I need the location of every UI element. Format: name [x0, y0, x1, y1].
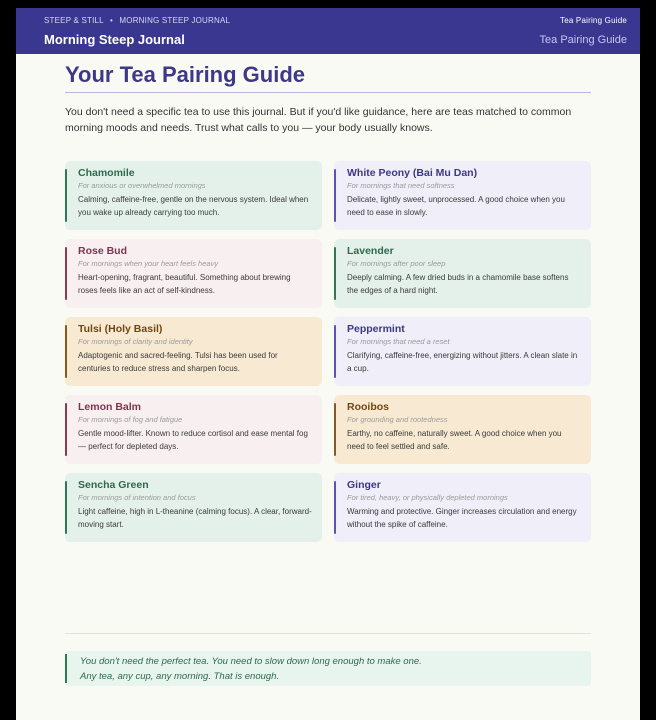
- tea-card: [65, 317, 322, 386]
- tea-card-grid: [65, 161, 591, 542]
- tea-description: Delicate, lightly sweet, unprocessed. A good choice when you need to ease in slowly.: [347, 195, 565, 217]
- tea-name: Chamomile: [78, 167, 135, 179]
- tea-card: [334, 317, 591, 386]
- tea-purpose: For mornings of intention and focus: [78, 493, 196, 502]
- tea-purpose: For tired, heavy, or physically depleted mornings: [347, 493, 508, 502]
- tea-description: Gentle mood-lifter. Known to reduce cortisol and ease mental fog — perfect for depleted days.: [78, 429, 308, 451]
- tea-name: Lemon Balm: [78, 401, 142, 413]
- journal-title: Morning Steep Journal: [44, 32, 185, 47]
- tea-purpose: For anxious or overwhelmed mornings: [78, 181, 206, 190]
- tea-name: Tulsi (Holy Basil): [78, 323, 163, 335]
- tea-name: Sencha Green: [78, 479, 149, 491]
- closing-quote: [65, 651, 591, 686]
- tea-description: Calming, caffeine-free, gentle on the nervous system. Ideal when you wake up already carrying too much.: [78, 195, 309, 217]
- tea-card: [65, 395, 322, 464]
- tea-purpose: For mornings that need softness: [347, 181, 455, 190]
- page-header: [16, 8, 640, 54]
- page-label: Tea Pairing Guide: [539, 33, 627, 46]
- tea-description: Warming and protective. Ginger increases circulation and energy without the spike of caffeine.: [347, 507, 577, 529]
- brand-name: STEEP & STILL: [44, 16, 104, 25]
- tea-card: [65, 239, 322, 308]
- tea-description: Deeply calming. A few dried buds in a chamomile base softens the edges of a hard night.: [347, 273, 569, 295]
- header-top-right-label: Tea Pairing Guide: [560, 16, 627, 25]
- tea-name: White Peony (Bai Mu Dan): [347, 167, 478, 179]
- tea-name: Rose Bud: [78, 245, 128, 257]
- tea-name: Ginger: [347, 479, 381, 491]
- tea-purpose: For mornings after poor sleep: [347, 259, 446, 268]
- tea-name: Lavender: [347, 245, 394, 257]
- section-divider: [65, 633, 591, 634]
- journal-page: [16, 8, 640, 720]
- closing-quote-line-1: You don't need the perfect tea. You need to slow down long enough to make one.: [80, 656, 422, 667]
- tea-name: Peppermint: [347, 323, 405, 335]
- tea-purpose: For grounding and rootedness: [347, 415, 448, 424]
- tea-name: Rooibos: [347, 401, 389, 413]
- closing-quote-line-2: Any tea, any cup, any morning. That is enough.: [80, 671, 280, 682]
- header-bottom-row: [44, 32, 627, 47]
- tea-description: Clarifying, caffeine-free, energizing without jitters. A clean slate in a cup.: [347, 351, 578, 373]
- tea-description: Adaptogenic and sacred-feeling. Tulsi has been used for centuries to reduce stress and sharpen focus.: [78, 351, 278, 373]
- intro-paragraph: You don't need a specific tea to use this journal. But if you'd like guidance, here are teas matched to common morning moods and needs. Trust what calls to you — your body usually knows.: [65, 106, 572, 134]
- breadcrumb-separator: •: [109, 16, 113, 25]
- tea-description: Light caffeine, high in L-theanine (calming focus). A clear, forward-moving start.: [78, 507, 312, 529]
- breadcrumb: [44, 16, 230, 25]
- header-top-row: [44, 16, 627, 25]
- tea-description: Earthy, no caffeine, naturally sweet. A good choice when you need to feel settled and safe.: [347, 429, 562, 451]
- page-content: [16, 54, 640, 542]
- tea-card: [65, 161, 322, 230]
- tea-purpose: For mornings that need a reset: [347, 337, 450, 346]
- tea-card: [65, 473, 322, 542]
- page-title: Your Tea Pairing Guide: [65, 62, 591, 93]
- tea-card: [334, 395, 591, 464]
- tea-purpose: For mornings of fog and fatigue: [78, 415, 183, 424]
- tea-card: [334, 161, 591, 230]
- tea-card: [334, 473, 591, 542]
- tea-description: Heart-opening, fragrant, beautiful. Something about brewing roses feels like an act of self-kindness.: [78, 273, 291, 295]
- section-name: MORNING STEEP JOURNAL: [119, 16, 231, 25]
- tea-purpose: For mornings when your heart feels heavy: [78, 259, 219, 268]
- tea-card: [334, 239, 591, 308]
- tea-purpose: For mornings of clarity and identity: [78, 337, 193, 346]
